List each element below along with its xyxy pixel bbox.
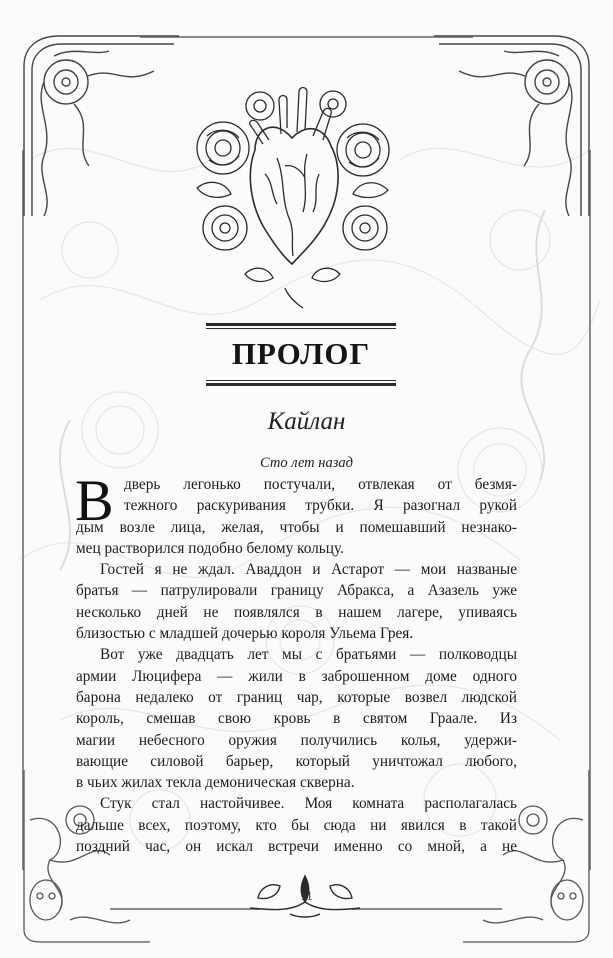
text-line: мец растворился подобно белому кольцу.: [76, 539, 344, 557]
text-line: в чьих жилах текла демоническая скверна.: [76, 774, 355, 792]
text-line: поздний час, он искал встречи именно со мной, а не: [76, 838, 517, 856]
anatomical-heart-with-roses-icon: [185, 78, 400, 310]
timeframe-subtitle: Сто лет назад: [260, 455, 353, 471]
text-line: Гостей я не ждал. Аваддон и Астарот — мои названые: [100, 561, 517, 579]
frame-top-line: [140, 36, 473, 38]
text-line: Стук стал настойчивее. Моя комната располагалась: [100, 795, 517, 813]
title-bottom-rule: [206, 383, 396, 386]
top-left-floral-corner-icon: [14, 26, 184, 226]
title-top-rule: [206, 323, 396, 326]
character-name: Кайлан: [267, 408, 346, 435]
text-line: несколько дней не появлялся в нашем лагере, упиваясь: [76, 603, 517, 621]
chapter-title: ПРОЛОГ: [231, 336, 371, 371]
text-line: Вот уже двадцать лет мы с братьями — полководцы: [100, 646, 517, 664]
chapter-title-block: [206, 323, 396, 389]
text-line: вающие силовой барьер, который уничтожал любого,: [76, 752, 517, 770]
text-line: братья — патрулировали границу Абракса, а Азазель уже: [76, 582, 517, 600]
page-number: 11: [300, 888, 313, 903]
text-line: барона недалеко от границ чар, которые возвел людской: [76, 688, 517, 706]
drop-cap: В: [75, 468, 114, 533]
text-line: король, смешав свою кровь в святом Граале. Из: [76, 710, 517, 728]
text-line: дальше всех, поэтому, кто бы сюда ни явился в такой: [76, 816, 517, 834]
text-line: магии небесного оружия получились колья, удержи-: [76, 731, 517, 749]
text-line: дверь легонько постучали, отвлекая от безмя-: [124, 476, 517, 493]
text-line: армии Люцифера — жили в заброшенном доме одного: [76, 667, 517, 685]
text-line: дым возле лица, желая, чтобы и помешавший незнако-: [76, 518, 517, 536]
body-text: [75, 468, 517, 857]
text-line: тежного раскуривания трубки. Я разогнал рукой: [124, 497, 517, 515]
text-line: близостью с младшей дочерью короля Ульема Грея.: [76, 625, 414, 643]
top-right-floral-corner-icon: [429, 26, 599, 226]
